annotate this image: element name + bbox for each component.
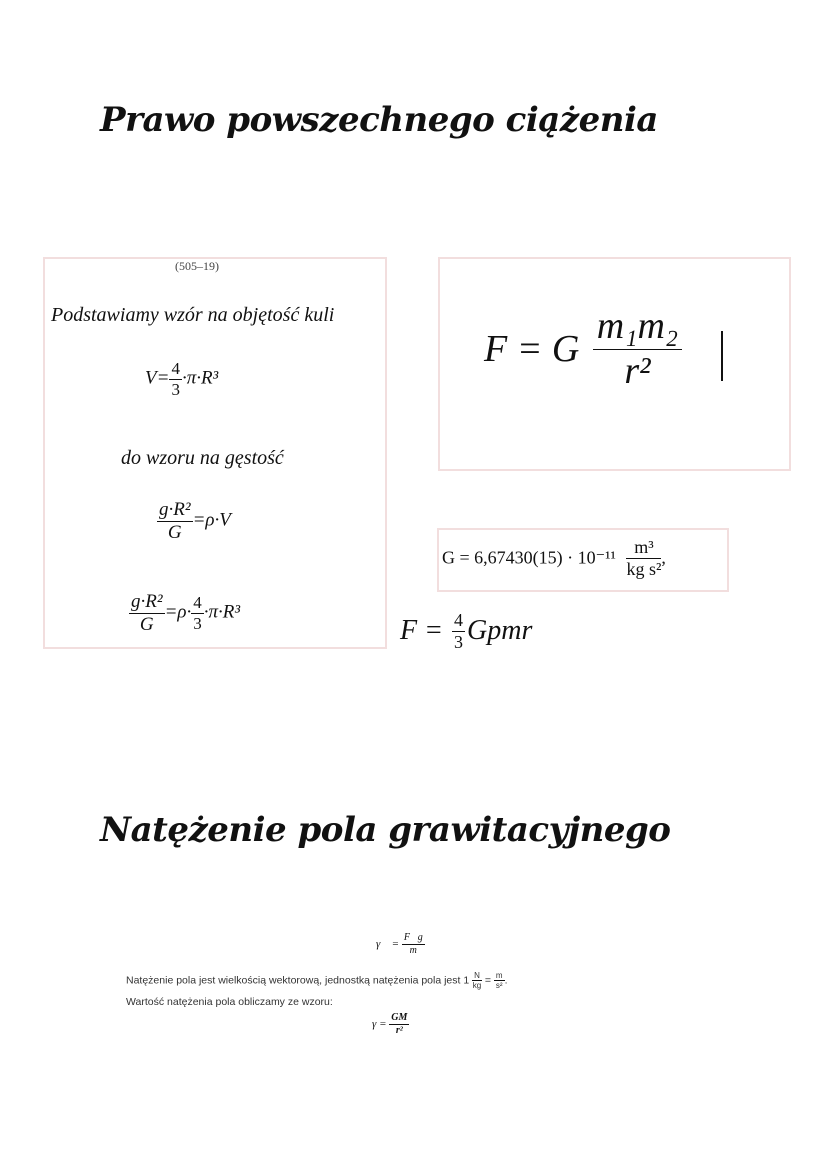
derivation-line-volume: Podstawiamy wzór na objętość kuli <box>51 304 335 326</box>
volume-formula: V= $\frac{4}{3}$ ·π·R³ <box>145 359 219 399</box>
gravitational-constant: G = 6,67430(15) · 10⁻¹¹ $\frac{\text{m³}}{\text{kg s²}}$ , <box>442 537 666 579</box>
reference-number: (505–19) <box>175 259 219 273</box>
newton-gravitation-formula: F = G $\frac{\text{m₁m₂}}{\text{r²}}$ <box>484 305 682 393</box>
field-value-intro: Wartość natężenia pola obliczamy ze wzoru: <box>126 996 333 1008</box>
section-title-gravitation-law: Prawo powszechnego ciążenia <box>100 100 658 140</box>
section-title-gravitational-field: Natężenie pola grawitacyjnego <box>100 810 671 850</box>
gravitational-constant-box <box>437 528 729 592</box>
field-description-line: Natężenie pola jest wielkością wektorową, jednostką natężenia pola jest 1 $\frac{N}{kg}$ = $\frac{m}{\text{s²}}$ . <box>126 971 508 991</box>
field-value-formula: γ = $\frac{GM}{\text{r²}}$ <box>372 1012 408 1036</box>
field-vector-formula: γ⃗ = $\frac{F⃗g}{m}$ <box>376 932 423 956</box>
newton-formula-box <box>438 257 791 471</box>
combined-formula: $\frac{\text{g·R²}}{G}$ =ρ· $\frac{4}{3}$ ·π·R³ <box>131 591 241 635</box>
derivation-line-density: do wzoru na gęstość <box>121 447 284 469</box>
density-formula: $\frac{\text{g·R²}}{G}$ =ρ·V <box>159 499 231 543</box>
derivation-box <box>43 257 387 649</box>
force-density-formula: F = $\frac{4}{3}$ Gpmr <box>400 610 533 652</box>
text-cursor <box>721 331 723 381</box>
